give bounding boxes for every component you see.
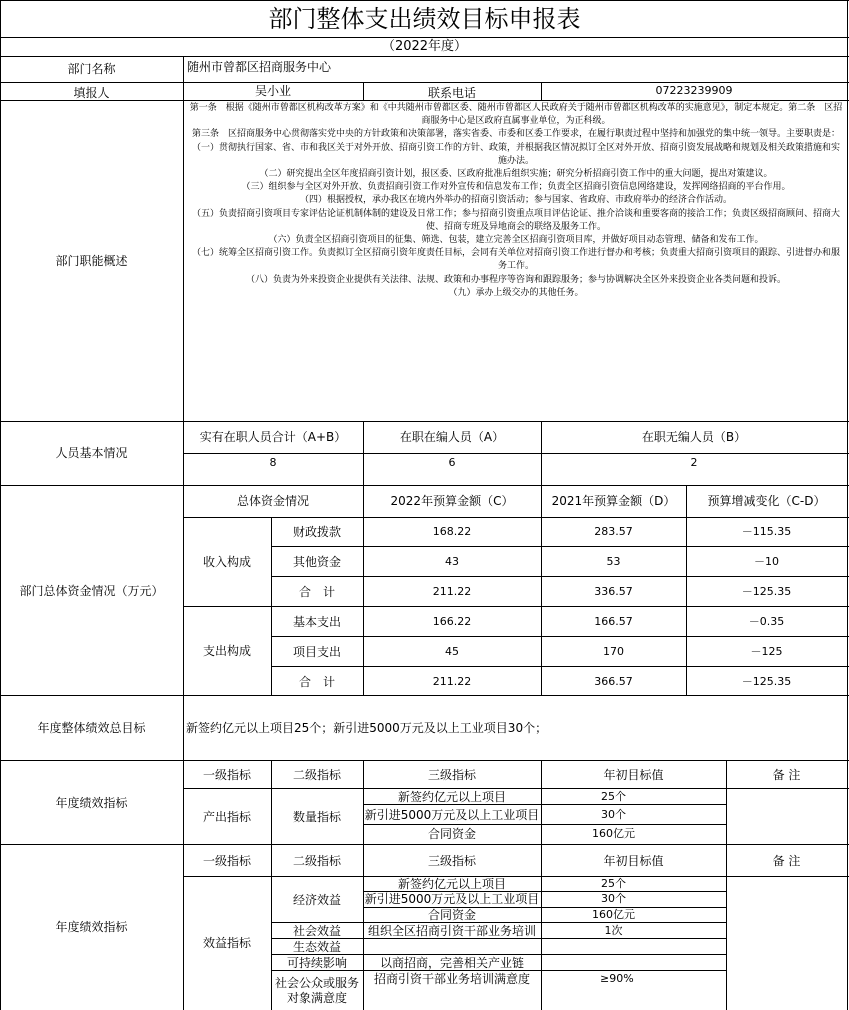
duty-line: （六）负责全区招商引资项目的征集、筛选、包装，建立完善全区招商引资项目库，并做好项目动态管理、储备和发布工作。 xyxy=(268,235,764,246)
perf-item-value: 25个 xyxy=(601,877,626,890)
perf-output-label: 年度绩效指标 xyxy=(55,796,128,810)
staff-label: 人员基本情况 xyxy=(55,446,128,460)
fund-d-value: 166.57 xyxy=(594,615,633,628)
fund-cd-value: －125 xyxy=(750,645,783,658)
fund-c-value: 43 xyxy=(445,555,459,568)
phone-label: 联系电话 xyxy=(427,86,476,100)
funds-cd-header: 预算增减变化（C-D） xyxy=(707,494,826,508)
dept-name-value: 随州市曾都区招商服务中心 xyxy=(187,60,332,74)
staff-b-header: 在职无编人员（B） xyxy=(641,430,747,444)
sustainable-impact-item: 以商招商，完善相关产业链 xyxy=(379,956,524,970)
income-label: 收入构成 xyxy=(202,555,251,569)
satisfaction-label-2: 对象满意度 xyxy=(286,991,347,1005)
eco-benefit: 生态效益 xyxy=(292,940,341,954)
expense-label: 支出构成 xyxy=(202,644,251,658)
fund-cd-value: －115.35 xyxy=(741,525,792,538)
filler-label: 填报人 xyxy=(73,86,110,100)
fund-cd-value: －125.35 xyxy=(741,675,792,688)
perf-h4: 年初目标值 xyxy=(603,854,664,868)
funds-d-header: 2021年预算金额（D） xyxy=(551,494,676,508)
year-label: （2022年度） xyxy=(381,39,468,54)
funds-overall-header: 总体资金情况 xyxy=(236,494,309,508)
fund-c-value: 166.22 xyxy=(432,615,472,628)
duty-line: （三）组织参与全区对外开放、负责招商引资工作对外宣传和信息发布工作；负责全区招商引资信息网络建设，发挥网络招商的平台作用。 xyxy=(241,182,791,193)
duty-line: （七）统筹全区招商引资工作。负责拟订全区招商引资年度责任目标，会同有关单位对招商引资工作进行督办和考核；负责重大招商引资项目的跟踪、引进督办和服务工作。 xyxy=(191,248,840,272)
fund-c-value: 168.22 xyxy=(432,525,472,538)
perf-h1: 一级指标 xyxy=(202,854,251,868)
perf-h5: 备 注 xyxy=(772,854,801,868)
duty-line: （一）贯彻执行国家、省、市和我区关于对外开放、招商引资工作的方针、政策，并根据我区情况拟订全区对外开放、招商引资发展战略和规划及相关政策措施和实施办法。 xyxy=(191,142,840,166)
overall-goal-label: 年度整体绩效总目标 xyxy=(37,721,146,735)
economic-benefit: 经济效益 xyxy=(292,893,341,907)
fund-item-name: 合 计 xyxy=(298,585,335,599)
duty-line: （九）承办上级交办的其他任务。 xyxy=(448,287,584,298)
satisfaction-item: 招商引资干部业务培训满意度 xyxy=(373,972,530,986)
perf-h2: 二级指标 xyxy=(292,768,341,782)
perf-item-name: 新签约亿元以上项目 xyxy=(397,790,506,804)
fund-cd-value: －125.35 xyxy=(741,585,792,598)
perf-item-value: 30个 xyxy=(601,892,626,905)
quantity-indicator: 数量指标 xyxy=(292,810,341,824)
funds-label: 部门总体资金情况（万元） xyxy=(19,584,164,598)
perf-item-name: 合同资金 xyxy=(427,908,476,922)
benefit-indicator: 效益指标 xyxy=(202,936,251,950)
output-indicator: 产出指标 xyxy=(202,810,251,824)
fund-d-value: 366.57 xyxy=(594,675,633,688)
perf-item-value: 25个 xyxy=(601,790,626,803)
perf-h3: 三级指标 xyxy=(427,854,476,868)
perf-item-name: 新签约亿元以上项目 xyxy=(397,877,506,891)
fund-cd-value: －0.35 xyxy=(748,615,785,628)
fund-c-value: 45 xyxy=(445,645,459,658)
staff-total-header: 实有在职人员合计（A+B） xyxy=(199,430,347,444)
perf-item-name: 新引进5000万元及以上工业项目 xyxy=(364,892,540,906)
social-benefit-value: 1次 xyxy=(604,924,623,937)
fund-item-name: 项目支出 xyxy=(292,645,341,659)
duty-line: （四）根据授权，承办我区在境内外举办的招商引资活动；参与国家、省政府、市政府举办的经济合作活动。 xyxy=(299,195,732,206)
satisfaction-value: ≥90% xyxy=(600,972,634,985)
fund-cd-value: －10 xyxy=(754,555,779,568)
staff-b-value: 2 xyxy=(690,456,698,469)
perf-item-value: 160亿元 xyxy=(592,908,635,921)
perf-h5: 备 注 xyxy=(772,768,801,782)
social-benefit-item: 组织全区招商引资干部业务培训 xyxy=(367,924,536,938)
staff-total-value: 8 xyxy=(269,456,277,469)
fund-d-value: 53 xyxy=(606,555,621,568)
duty-label: 部门职能概述 xyxy=(55,254,128,268)
fund-d-value: 170 xyxy=(603,645,624,658)
phone-value: 07223239909 xyxy=(655,84,733,97)
fund-c-value: 211.22 xyxy=(432,585,472,598)
perf-item-value: 160亿元 xyxy=(592,827,635,840)
funds-c-header: 2022年预算金额（C） xyxy=(390,494,514,508)
perf-h2: 二级指标 xyxy=(292,854,341,868)
perf-item-name: 新引进5000万元及以上工业项目 xyxy=(364,808,540,822)
fund-d-value: 336.57 xyxy=(594,585,633,598)
social-benefit: 社会效益 xyxy=(292,924,341,938)
staff-a-value: 6 xyxy=(448,456,456,469)
fund-item-name: 基本支出 xyxy=(292,615,341,629)
perf-item-name: 合同资金 xyxy=(427,827,476,841)
satisfaction-label-1: 社会公众或服务 xyxy=(274,976,359,990)
fund-d-value: 283.57 xyxy=(594,525,633,538)
overall-goal-value: 新签约亿元以上项目25个；新引进5000万元及以上工业项目30个； xyxy=(186,721,548,735)
page-title: 部门整体支出绩效目标申报表 xyxy=(268,5,581,33)
duty-line: 第一条 根据《随州市曾都区机构改革方案》和《中共随州市曾都区委、随州市曾都区人民政府关于随州市曾都区机构改革的实施意见》，制定本规定。第二条 区招商服务中心是区政府直属事业单位，为正科级。 xyxy=(189,103,843,127)
fund-item-name: 其他资金 xyxy=(292,555,341,569)
duty-line: 第三条 区招商服务中心贯彻落实党中央的方针政策和决策部署，落实省委、市委和区委工作要求，在履行职责过程中坚持和加强党的集中统一领导。主要职责是： xyxy=(191,129,840,140)
duty-line: （二）研究提出全区年度招商引资计划，报区委、区政府批准后组织实施；研究分析招商引资工作中的重大问题，提出对策建议。 xyxy=(259,169,773,180)
perf-h1: 一级指标 xyxy=(202,768,251,782)
duty-line: （五）负责招商引资项目专家评估论证机制体制的建设及日常工作；参与招商引资重点项目评估论证、推介洽谈和重要客商的接洽工作；负责区级招商顾问、招商大使、招商专班及异地商会的联络及服务工作。 xyxy=(191,208,840,232)
sustainable-impact: 可持续影响 xyxy=(286,956,347,970)
dept-name-label: 部门名称 xyxy=(67,62,116,76)
filler-value: 吴小业 xyxy=(254,84,291,98)
perf-h3: 三级指标 xyxy=(427,768,476,782)
fund-c-value: 211.22 xyxy=(432,675,472,688)
fund-item-name: 合 计 xyxy=(298,675,335,689)
perf-benefit-label: 年度绩效指标 xyxy=(55,920,128,934)
duty-text xyxy=(188,102,844,300)
staff-a-header: 在职在编人员（A） xyxy=(399,430,505,444)
duty-line: （八）负责为外来投资企业提供有关法律、法规、政策和办事程序等咨询和跟踪服务；参与协调解决全区外来投资企业各类问题和投诉。 xyxy=(245,274,786,285)
perf-item-value: 30个 xyxy=(601,808,626,821)
fund-item-name: 财政拨款 xyxy=(292,525,341,539)
perf-h4: 年初目标值 xyxy=(603,768,664,782)
